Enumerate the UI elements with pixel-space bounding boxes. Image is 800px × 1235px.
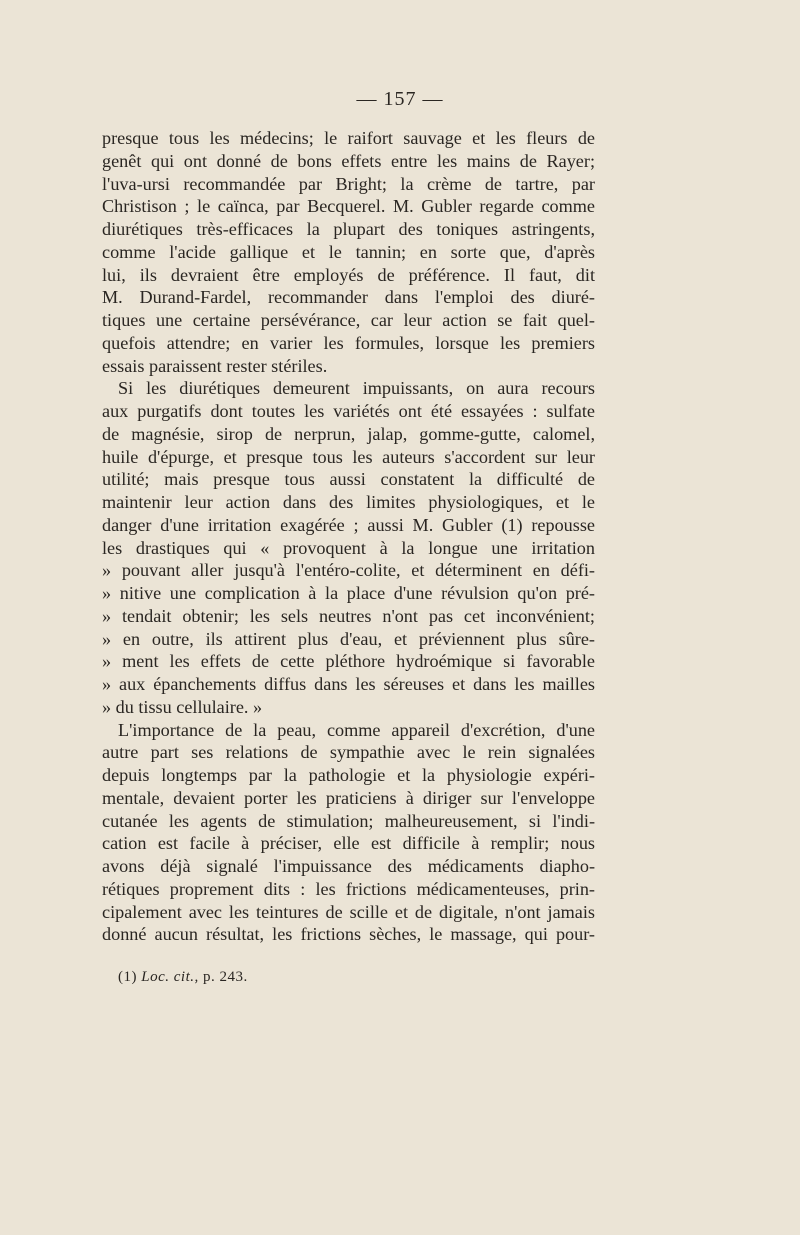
text-line: aux purgatifs dont toutes les variétés ont été essayées : sulfate xyxy=(102,401,595,421)
text-line: » ment les effets de cette pléthore hydroémique si favorable xyxy=(102,651,595,672)
text-line: » aux épanchements diffus dans les séreuses et dans les mailles xyxy=(102,674,595,694)
text-line: cutanée les agents de stimulation; malheureusement, si l'indi- xyxy=(102,810,595,831)
text-line: essais paraissent rester stériles. xyxy=(102,355,328,376)
text-line: utilité; mais presque tous aussi constatent la difficulté de xyxy=(102,469,595,490)
text-line: Si les diurétiques demeurent impuissants, on aura recours xyxy=(118,378,595,399)
text-line: » en outre, ils attirent plus d'eau, et préviennent plus sûre- xyxy=(102,628,595,649)
text-line: huile d'épurge, et presque tous les auteurs s'accordent sur leur xyxy=(102,446,595,467)
footnote-citation: Loc. cit., xyxy=(141,969,199,985)
footnote xyxy=(118,969,248,986)
text-line: M. Durand-Fardel, recommander dans l'emploi des diuré- xyxy=(102,287,595,308)
text-line: rétiques proprement dits : les frictions médicamenteuses, prin- xyxy=(102,878,595,899)
text-line: » nitive une complication à la place d'une révulsion qu'on pré- xyxy=(102,583,595,603)
text-line: » du tissu cellulaire. » xyxy=(102,696,263,717)
text-line: de magnésie, sirop de nerprun, jalap, gomme-gutte, calomel, xyxy=(102,423,595,444)
body-text xyxy=(102,127,595,946)
text-line: L'importance de la peau, comme appareil d'excrétion, d'une xyxy=(118,719,595,740)
text-line: mentale, devaient porter les praticiens à diriger sur l'enveloppe xyxy=(102,787,595,808)
text-line: » tendait obtenir; les sels neutres n'ont pas cet inconvénient; xyxy=(102,605,595,626)
text-line: avons déjà signalé l'impuissance des médicaments diapho- xyxy=(102,856,595,876)
text-line: les drastiques qui « provoquent à la longue une irritation xyxy=(102,537,595,558)
text-line: presque tous les médecins; le raifort sauvage et les fleurs de xyxy=(102,128,595,148)
text-line: maintenir leur action dans des limites physiologiques, et le xyxy=(102,492,595,512)
text-line: autre part ses relations de sympathie avec le rein signalées xyxy=(102,742,595,763)
footnote-marker: (1) xyxy=(118,969,137,985)
text-line: » pouvant aller jusqu'à l'entéro-colite, et déterminent en défi- xyxy=(102,560,595,581)
text-line: danger d'une irritation exagérée ; aussi M. Gubler (1) repousse xyxy=(102,514,595,535)
text-line: diurétiques très-efficaces la plupart des toniques astringents, xyxy=(102,219,595,239)
text-line: donné aucun résultat, les frictions sèches, le massage, qui pour- xyxy=(102,924,595,945)
text-line: cipalement avec les teintures de scille et de digitale, n'ont jamais xyxy=(102,901,595,922)
text-line: lui, ils devraient être employés de préférence. Il faut, dit xyxy=(102,264,595,285)
text-line: quefois attendre; en varier les formules, lorsque les premiers xyxy=(102,332,595,353)
text-line: l'uva-ursi recommandée par Bright; la crème de tartre, par xyxy=(102,173,595,194)
text-line: Christison ; le caïnca, par Becquerel. M. Gubler regarde comme xyxy=(102,196,595,217)
text-line: tiques une certaine persévérance, car leur action se fait quel- xyxy=(102,310,595,330)
text-line: genêt qui ont donné de bons effets entre les mains de Rayer; xyxy=(102,150,595,171)
footnote-page: p. 243. xyxy=(203,969,248,985)
text-line: cation est facile à préciser, elle est difficile à remplir; nous xyxy=(102,833,595,854)
page-number: — 157 — xyxy=(356,88,444,110)
text-line: comme l'acide gallique et le tannin; en sorte que, d'après xyxy=(102,241,595,262)
text-line: depuis longtemps par la pathologie et la physiologie expéri- xyxy=(102,765,595,785)
